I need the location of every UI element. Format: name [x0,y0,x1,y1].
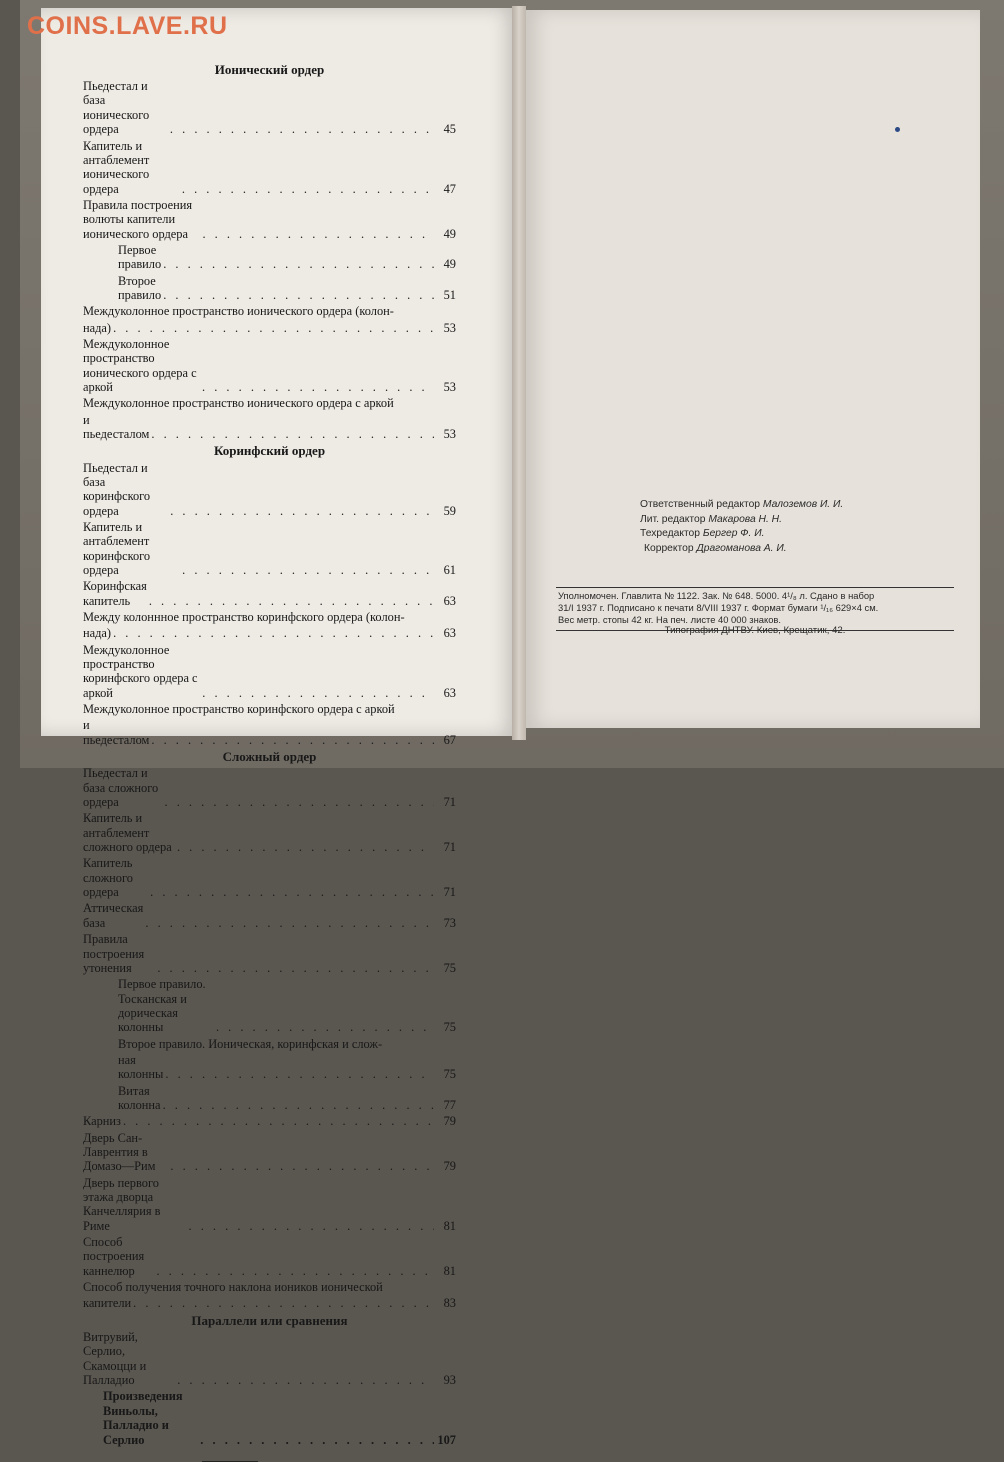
toc-page-number: 53 [443,320,456,335]
dot-leader [133,1296,434,1310]
dot-leader [123,1114,434,1128]
toc-page-number: 83 [443,1296,456,1311]
toc-page-number: 49 [443,257,456,272]
credit-line [640,498,843,513]
section-heading: Ионический ордер [214,62,325,77]
toc-page-number: 63 [443,685,456,700]
toc-page-number: 93 [443,1373,456,1388]
printer-line: Типография ДНТВУ. Киев, Крещатик, 42. [664,625,846,636]
toc-page-number: 81 [443,1263,456,1278]
site-watermark: COINS.LAVE.RU [27,12,228,40]
dot-leader [202,686,434,700]
toc-entry [83,1114,456,1128]
toc-entry-title: Карниз [83,1114,121,1129]
credit-name: Драгоманова А. И. [696,542,787,554]
toc-entry-title: Капитель и антаблемент ионического ордера [83,138,150,196]
toc-entry [83,766,456,809]
publication-line: Уполномочен. Главлита № 1122. Зак. № 648. 5000. 4¹/₈ л. Сдано в набор [558,590,875,601]
toc-page-number: 51 [443,288,456,303]
toc-page-number: 47 [443,181,456,196]
dot-leader [202,227,434,241]
dot-leader [189,1219,434,1233]
toc-entry-title: Междуколонное пространство ионического ордера (колон- [83,304,394,319]
toc-entry [83,579,456,608]
section-heading: Коринфский ордер [213,443,326,459]
ink-speck [895,127,900,132]
toc-page-number: 79 [443,1114,456,1129]
toc-entry-title: и пьедесталом [83,412,150,442]
toc-entry [83,856,456,899]
dot-leader [177,840,434,854]
toc-page-number: 71 [443,885,456,900]
dot-leader [156,1264,434,1278]
toc-page-number: 53 [443,427,456,442]
toc-entry-title: Междуколонное пространство коринфского ордера с аркой [83,642,198,700]
toc-entry [83,461,456,519]
toc-entry [83,932,456,975]
toc-entry [83,1037,456,1051]
publication-line: 31/I 1937 г. Подписано к печати 8/VIII 1937 г. Формат бумаги ¹/₁₆ 629×4 см. [558,602,879,614]
dot-leader [165,795,434,809]
toc-entry [83,718,456,747]
toc-entry [83,520,456,578]
dot-leader [165,1067,434,1081]
dot-leader [157,961,434,975]
toc-entry-title: капители [83,1296,132,1311]
toc-entry-title: нада) [83,626,112,641]
toc-entry-title: Второе правило. Ионическая, коринфская и слож- [118,1036,383,1051]
toc-entry-title: Капитель и антаблемент коринфского ордера [83,520,151,578]
toc-entry [83,1389,456,1447]
toc-page-number: 63 [443,593,456,608]
credit-role: Ответственный редактор [640,499,761,510]
toc-page-number: 45 [443,122,456,137]
toc-page-number: 107 [437,1432,456,1447]
toc-entry-title: Первое правило [118,243,162,272]
toc-entry-title: Пьедестал и база ионического ордера [83,79,150,137]
toc-page-number: 75 [443,1020,456,1035]
toc-entry-title: Витая колонна [118,1083,161,1112]
section-heading: Параллели или сравнения [191,1312,348,1328]
toc-page-number: 81 [443,1218,456,1233]
dot-leader [163,288,434,302]
toc-entry [83,610,456,624]
toc-entry-title: Междуколонное пространство ионического ордера с аркой [83,336,197,395]
credit-line [640,542,843,557]
toc-page-number: 73 [443,915,456,930]
toc-entry [83,321,456,335]
toc-entry [83,702,456,716]
toc-entry [83,811,456,854]
toc-entry-title: Первое правило. Тосканская и дорическая колонны [118,977,206,1035]
publication-line: Вес метр. стопы 42 кг. На печ. листе 40 000 знаков. [558,614,781,626]
toc-entry-title: Аттическая база [83,901,144,930]
toc-entry-title: Пьедестал и база сложного ордера [83,766,159,810]
credit-line [640,513,843,528]
dot-leader [151,733,434,747]
toc-entry-title: Капитель и антаблемент сложного ордера [83,811,172,855]
dot-leader [170,122,434,136]
toc-page-number: 77 [443,1098,456,1112]
toc-entry-title: Капитель сложного ордера [83,856,133,900]
toc-entry [83,1330,456,1388]
toc-entry [83,1053,456,1082]
toc-entry [83,1131,456,1174]
toc-entry-title: Способ построения каннелюр [83,1235,145,1278]
toc-entry [83,413,456,442]
toc-entry [83,304,456,318]
section-heading: Сложный ордер [222,749,317,765]
toc-entry-title: Коринфская капитель [83,579,147,608]
dot-leader [200,1433,434,1447]
toc-page-number: 67 [443,732,456,747]
dot-leader [177,1373,434,1387]
toc-entry-title: Произведения Виньолы, Палладио и Серлио [103,1389,183,1447]
dot-leader [170,504,434,518]
dot-leader [182,563,434,577]
dot-leader [151,427,434,441]
credit-name: Малоземов И. И. [762,499,844,510]
toc-entry [83,901,456,930]
toc-entry [83,1296,456,1310]
toc-page-number: 75 [443,960,456,975]
dot-leader [170,1159,434,1173]
credit-name: Макарова Н. Н. [708,513,782,525]
toc-entry [83,396,456,410]
toc-entry-title: Дверь первого этажа дворца Канчеллярия в Риме [83,1175,161,1233]
toc-page-number: 61 [443,563,456,578]
dot-leader [202,380,434,394]
dot-leader [163,1098,434,1112]
dot-leader [113,626,434,640]
book-gutter [512,6,526,740]
credit-role: Корректор [644,542,694,554]
toc-entry [83,79,456,137]
credit-line [640,527,843,542]
dot-leader [150,885,434,899]
dot-leader [113,321,434,335]
toc-entry [83,198,456,241]
toc-entry-title: Междуколонное пространство коринфского ордера с аркой [83,702,395,717]
toc-entry-title: Дверь Сан-Лаврентия в Домазо—Рим [83,1130,156,1174]
toc-entry-title: Витрувий, Серлио, Скамоцци и Палладио [83,1329,147,1388]
toc-entry-title: нада) [83,320,112,335]
toc-entry [83,337,456,395]
toc-entry-title: ная колонны [118,1052,164,1082]
dot-leader [145,916,434,930]
toc-page-number: 71 [443,795,456,810]
credit-name: Бергер Ф. И. [702,528,765,540]
toc-entry-title: Между колоннное пространство коринфского ордера (колон- [83,610,405,625]
toc-entry [83,1280,456,1294]
toc-page-number: 71 [443,840,456,855]
toc-entry [83,643,456,701]
toc-entry-title: Способ получения точного наклона иоников ионической [83,1280,383,1295]
toc-entry [83,139,456,197]
toc-page-number: 79 [443,1159,456,1174]
dot-leader [163,257,434,271]
toc-entry [83,1235,456,1278]
toc-entry-title: Второе правило [118,273,162,303]
toc-entry [83,274,456,303]
toc-entry [83,1084,456,1113]
toc-page-number: 75 [443,1067,456,1082]
dot-leader [182,182,434,196]
credit-role: Лит. редактор [640,513,706,525]
toc-page-number: 53 [443,380,456,395]
toc-entry-title: Правила построения утонения [83,932,145,975]
toc-page-number: 59 [443,503,456,518]
table-of-contents [83,60,456,1462]
toc-entry [83,977,456,1035]
toc-entry [83,243,456,272]
toc-entry-title: и пьедесталом [83,718,150,747]
toc-entry-title: Пьедестал и база коринфского ордера [83,460,151,518]
toc-entry-title: Правила построения волюты капители ионического ордера [83,197,193,241]
toc-entry-title: Междуколонное пространство ионического ордера с аркой [83,396,394,411]
toc-entry [83,626,456,640]
credit-role: Техредактор [640,528,700,540]
toc-page-number: 63 [443,626,456,641]
dot-leader [216,1020,434,1034]
dot-leader [149,594,434,608]
toc-entry [83,1176,456,1234]
editors-credits [640,498,843,556]
toc-page-number: 49 [443,226,456,241]
